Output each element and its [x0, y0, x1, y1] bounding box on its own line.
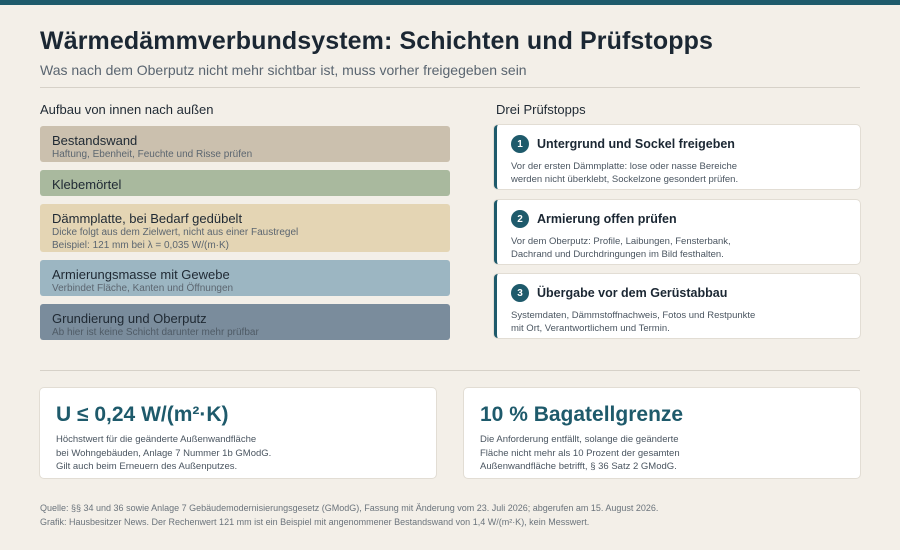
layer-klebemoertel — [40, 170, 450, 196]
divider — [40, 87, 860, 88]
stat-desc-line: Gilt auch beim Erneuern des Außenputzes. — [56, 461, 238, 472]
step-number-badge: 3 — [511, 284, 529, 302]
stat-desc-line: Fläche nicht mehr als 10 Prozent der gesamten — [480, 447, 680, 459]
layer-title: Grundierung und Oberputz — [52, 311, 207, 326]
check-card-3 — [494, 274, 860, 338]
source-note: Quelle: §§ 34 und 36 sowie Anlage 7 Gebäudemodernisierungsgesetz (GModG), Fassung mit Änderung vom 23. Juli 2026; abgerufen am 15. August 2026. — [40, 503, 659, 513]
stat-value: 10 % Bagatellgrenze — [480, 403, 684, 426]
layer-desc: Haftung, Ebenheit, Feuchte und Risse prüfen — [52, 149, 253, 160]
layer-oberputz — [40, 304, 450, 340]
check-desc-line: Dachrand und Durchdringungen im Bild festhalten. — [511, 249, 724, 260]
stat-bagatellgrenze — [464, 388, 860, 478]
check-card-1 — [494, 125, 860, 189]
check-desc-line: Vor dem Oberputz: Profile, Laibungen, Fensterbank, — [511, 236, 731, 247]
check-desc — [511, 160, 846, 186]
divider — [40, 370, 860, 371]
stat-desc — [480, 433, 844, 474]
check-title: Untergrund und Sockel freigeben — [537, 137, 735, 151]
stat-desc-line: bei Wohngebäuden, Anlage 7 Nummer 1b GModG. — [56, 447, 272, 459]
check-card-2 — [494, 200, 860, 264]
check-desc-line: werden nicht überklebt, Sockelzone gesondert prüfen. — [511, 174, 739, 185]
layer-title: Armierungsmasse mit Gewebe — [52, 267, 230, 282]
layers-heading: Aufbau von innen nach außen — [40, 102, 214, 117]
check-title: Übergabe vor dem Gerüstabbau — [537, 286, 728, 300]
layer-desc: Verbindet Fläche, Kanten und Öffnungen — [52, 283, 234, 294]
layer-title: Klebemörtel — [52, 177, 122, 192]
layer-title: Dämmplatte, bei Bedarf gedübelt — [52, 211, 243, 226]
page-title: Wärmedämmverbundsystem: Schichten und Prüfstopps — [40, 27, 713, 55]
step-number-badge: 1 — [511, 135, 529, 153]
check-desc-line: Systemdaten, Dämmstoffnachweis, Fotos und Restpunkte — [511, 310, 756, 321]
credit-note: Grafik: Hausbesitzer News. Der Rechenwert 121 mm ist ein Beispiel mit angenommener Bestandswand von 1,4 W/(m²·K), kein Messwert. — [40, 517, 590, 527]
stat-desc — [56, 433, 420, 474]
step-number-badge: 2 — [511, 210, 529, 228]
page-subtitle: Was nach dem Oberputz nicht mehr sichtbar ist, muss vorher freigegeben sein — [40, 62, 527, 78]
layer-bestandswand — [40, 126, 450, 162]
layer-armierung — [40, 260, 450, 296]
check-title: Armierung offen prüfen — [537, 212, 677, 226]
layer-daemmplatte — [40, 204, 450, 252]
stat-value: U ≤ 0,24 W/(m²·K) — [56, 403, 229, 426]
top-accent-bar — [0, 0, 900, 5]
stat-u-value — [40, 388, 436, 478]
layer-title: Bestandswand — [52, 133, 138, 148]
check-desc-line: Vor der ersten Dämmplatte: lose oder nasse Bereiche — [511, 161, 738, 172]
layer-example: Beispiel: 121 mm bei λ = 0,035 W/(m·K) — [52, 240, 230, 251]
layer-desc: Ab hier ist keine Schicht darunter mehr prüfbar — [52, 327, 259, 338]
check-desc — [511, 235, 846, 261]
stat-desc-line: Die Anforderung entfällt, solange die geänderte — [480, 434, 679, 445]
check-desc-line: mit Ort, Verantwortlichem und Termin. — [511, 323, 670, 334]
stat-desc-line: Höchstwert für die geänderte Außenwandfläche — [56, 434, 257, 445]
stat-desc-line: Außenwandfläche betrifft, § 36 Satz 2 GModG. — [480, 461, 677, 472]
checks-heading: Drei Prüfstopps — [496, 102, 586, 117]
check-desc — [511, 309, 846, 335]
layer-desc: Dicke folgt aus dem Zielwert, nicht aus einer Faustregel — [52, 227, 299, 238]
